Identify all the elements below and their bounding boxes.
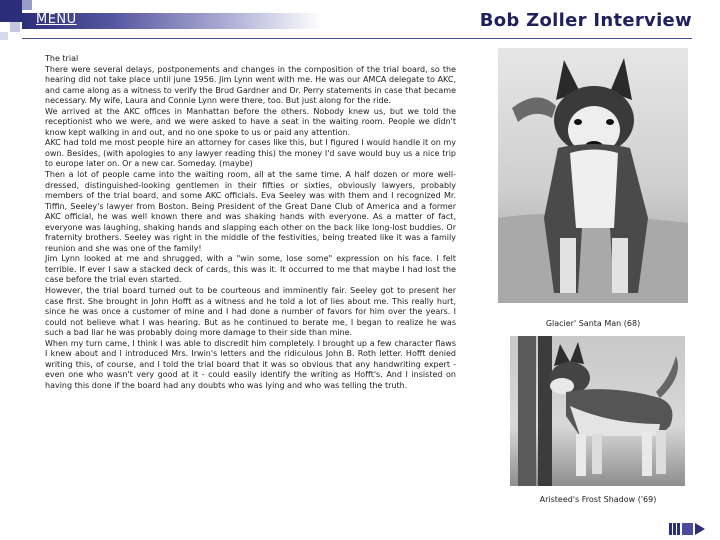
decor-square xyxy=(22,0,32,10)
paragraph: AKC had told me most people hire an attorney for cases like this, but I figured I would handle it on my own. Besides, (with apologies to any lawyer reading this) the money I'd save would buy us a nice trip to europe later on. Or a new car. Someday. (maybe) xyxy=(45,138,456,169)
paragraph: There were several delays, postponements and changes in the composition of the trial board, so the hearing did not take place until june 1956. Jim Lynn went with me. He was our AMCA delegate to AKC, and came along as a witness to verify the Brud Gardner and Dr. Perry statements in case that became necessary. My wife, Laura and Connie Lynn were there, too. But just along for the ride. xyxy=(45,64,456,106)
header-rule xyxy=(22,38,692,39)
interview-text xyxy=(45,54,456,392)
paragraph: Then a lot of people came into the waiting room, all at the same time. A half dozen or more well-dressed, distinguished-looking gentlemen in their fifties or sixties, obviously lawyers, probably members of the trial board, and some AKC officials. Eva Seeley was with them and I recognized Mr. Tiffin, Seeley's lawyer from Boston. Being President of the Great Dane Club of America and a former AKC official, he was well known there and was shaking hands with everyone. As a matter of fact, everyone was laughing, shaking hands and slapping each other on the back like long-lost buddies. Or fraternity brothers. Seeley was right in the middle of the festivities, being treated like it was a family reunion and she was one of the family! xyxy=(45,170,456,253)
decor-square xyxy=(10,22,20,32)
decor-square xyxy=(0,32,8,40)
next-slide-icon[interactable] xyxy=(669,521,709,535)
paragraph: We arrived at the AKC offices in Manhattan before the others. Nobody knew us, but we told the receptionist who we were, and we were asked to have a seat in the waiting room. People we didn't know kept walking in and out, and no one spoke to us or paid any attention. xyxy=(45,106,456,137)
photo-caption: Glacier' Santa Man (68) xyxy=(545,319,641,328)
paragraph: Jim Lynn looked at me and shrugged, with a "win some, lose some" expression on his face. I felt terrible. If ever I saw a stacked deck of cards, this was it. It occurred to me that maybe I had lost the case before the trial even started. xyxy=(45,254,456,285)
dog-photo xyxy=(510,336,685,486)
paragraph: However, the trial board turned out to be courteous and imminently fair. Seeley got to present her case first. She brought in John Hofft as a witness and he told a lot of lies about me. This really hurt, since he was once a customer of mine and I had done a number of favors for him over the years. I could not believe what I was hearing. But as he continued to berate me, I began to realize he was such a bad liar he was probably doing more damage to their side than mine. xyxy=(45,286,456,338)
photo-caption: Aristeed's Frost Shadow ('69) xyxy=(539,495,657,504)
section-heading: The trial xyxy=(45,54,79,63)
dog-photo xyxy=(498,48,688,303)
paragraph: When my turn came, I think I was able to discredit him completely. I brought up a few character flaws I knew about and I introduced Mrs. Irwin's letters and the ridiculous John B. Roth letter. Hofft denied writing this, of course, and I told the trial board that it was so obvious that any handwriting expert - even one who wasn't very good at it - could easily identify the writing as Hofft's. And I insisted on having this done if the board had any doubts who was lying and who was telling the truth. xyxy=(45,338,456,390)
menu-button[interactable]: MENU xyxy=(36,12,77,27)
page-title: Bob Zoller Interview xyxy=(479,10,692,31)
decor-square xyxy=(0,0,22,22)
